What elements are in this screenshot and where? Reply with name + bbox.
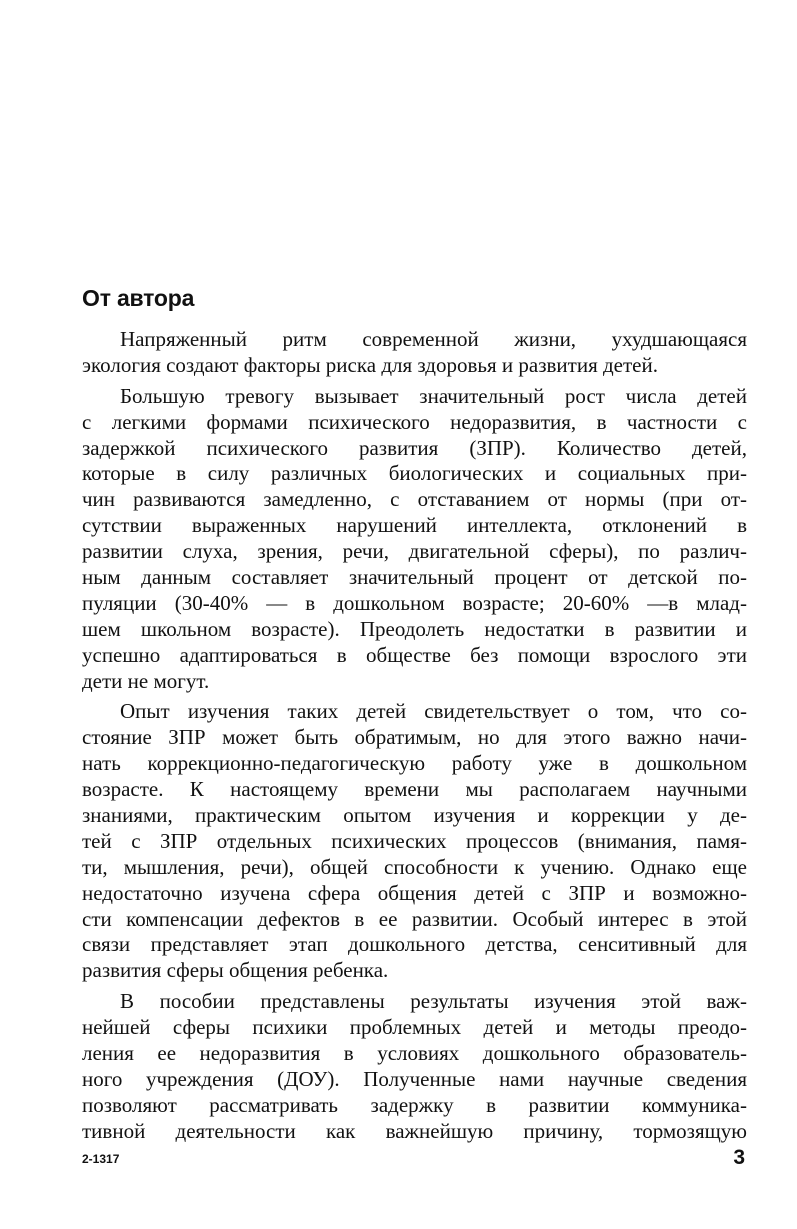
text-line: Напряженный ритм современной жизни, ухудшающаяся xyxy=(120,327,747,351)
text-line: сти компенсации дефектов в ее развитии. Особый интерес в этой xyxy=(82,906,747,931)
text-line: возрасте. К настоящему времени мы располагаем научными xyxy=(82,777,747,802)
body-text xyxy=(82,327,747,1145)
paragraph xyxy=(82,384,747,695)
text-line: позволяют рассматривать задержку в развитии коммуника- xyxy=(82,1092,747,1117)
text-line: Большую тревогу вызывает значительный рост числа детей xyxy=(120,383,747,408)
text-line: нать коррекционно-педагогическую работу уже в дошкольном xyxy=(82,751,747,776)
text-line: ти, мышления, речи), общей способности к учению. Однако еще xyxy=(82,854,747,879)
text-line: ного учреждения (ДОУ). Полученные нами научные сведения xyxy=(82,1066,747,1091)
page-number: 3 xyxy=(733,1146,745,1169)
text-line: которые в силу различных биологических и социальных при- xyxy=(82,461,747,486)
text-line: дети не могут. xyxy=(82,668,210,693)
text-line: В пособии представлены результаты изучения этой важ- xyxy=(120,989,747,1014)
text-line: задержкой психического развития (ЗПР). Количество детей, xyxy=(82,435,747,460)
text-line: ления ее недоразвития в условиях дошкольного образователь- xyxy=(82,1041,747,1066)
paragraph xyxy=(82,989,747,1144)
text-line: связи представляет этап дошкольного детства, сенситивный для xyxy=(82,932,747,957)
text-line: развития сферы общения ребенка. xyxy=(82,958,389,983)
text-line: Опыт изучения таких детей свидетельствует о том, что со- xyxy=(120,699,747,724)
section-heading: От автора xyxy=(82,285,195,311)
text-line: чин развиваются замедленно, с отставанием от нормы (при от- xyxy=(82,487,747,512)
text-line: сутствии выраженных нарушений интеллекта, отклонений в xyxy=(82,513,747,538)
text-line: стояние ЗПР может быть обратимым, но для этого важно начи- xyxy=(82,725,747,750)
text-line: тивной деятельности как важнейшую причину, тормозящую xyxy=(82,1118,747,1143)
text-line: нейшей сферы психики проблемных детей и методы преодо- xyxy=(82,1015,747,1040)
text-line: знаниями, практическим опытом изучения и коррекции у де- xyxy=(82,803,747,828)
printer-signature: 2-1317 xyxy=(82,1152,120,1166)
text-line: ным данным составляет значительный процент от детской по- xyxy=(82,565,747,590)
paragraph xyxy=(82,699,747,984)
text-line: экология создают факторы риска для здоровья и развития детей. xyxy=(82,352,658,377)
text-line: пуляции (30-40% — в дошкольном возрасте; 20-60% —в млад- xyxy=(82,590,747,615)
text-line: шем школьном возрасте). Преодолеть недостатки в развитии и xyxy=(82,616,747,641)
text-line: недостаточно изучена сфера общения детей с ЗПР и возможно- xyxy=(82,880,747,905)
paragraph xyxy=(82,327,747,379)
text-line: успешно адаптироваться в обществе без помощи взрослого эти xyxy=(82,642,747,667)
text-line: развитии слуха, зрения, речи, двигательной сферы), по различ- xyxy=(82,539,747,564)
text-line: тей с ЗПР отдельных психических процессов (внимания, памя- xyxy=(82,828,747,853)
text-line: с легкими формами психического недоразвития, в частности с xyxy=(82,409,747,434)
